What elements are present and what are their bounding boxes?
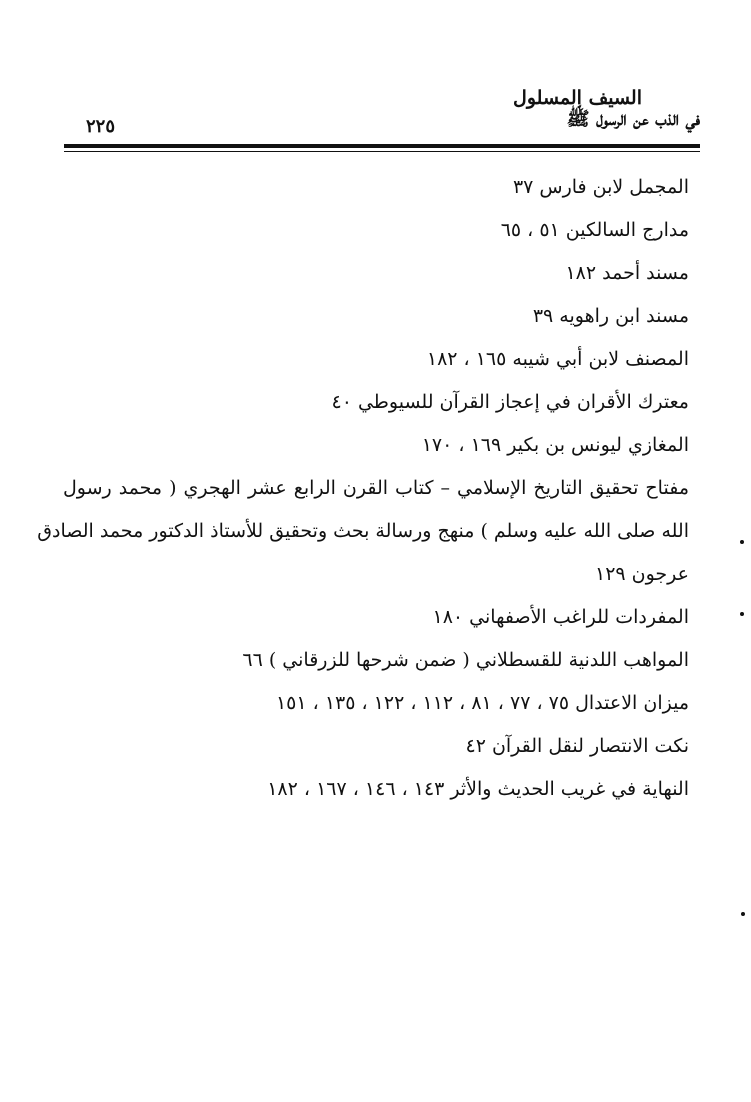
running-title (513, 88, 700, 130)
scan-speck (741, 912, 745, 916)
scan-speck (740, 612, 744, 616)
index-entry: مسند أحمد ١٨٢ (565, 262, 689, 284)
index-entry: معترك الأقران في إعجاز القرآن للسيوطي ٤٠ (331, 391, 689, 413)
index-entry: المواهب اللدنية للقسطلاني ( ضمن شرحها للزرقاني ) ٦٦ (242, 649, 689, 671)
header-rule-thick (64, 144, 700, 148)
index-entry: المفردات للراغب الأصفهاني ١٨٠ (432, 606, 689, 628)
scan-speck (740, 540, 744, 544)
index-entry: المغازي ليونس بن بكير ١٦٩ ، ١٧٠ (421, 434, 689, 456)
index-entry: المجمل لابن فارس ٣٧ (512, 176, 689, 198)
page-number: ٢٢٥ (86, 116, 116, 137)
running-title-line-2: في الذب عن الرسول ﷺ (566, 108, 700, 130)
page-header (64, 88, 700, 144)
index-entry: مسند ابن راهويه ٣٩ (532, 305, 689, 327)
index-entry-line: الله صلى الله عليه وسلم ) منهج ورسالة بحث وتحقيق للأستاذ الدكتور محمد الصادق (37, 520, 689, 542)
running-title-line-1: السيف المسلول (513, 87, 642, 109)
index-entry-line: عرجون ١٢٩ (595, 563, 689, 585)
index-entry: النهاية في غريب الحديث والأثر ١٤٣ ، ١٤٦ ، ١٦٧ ، ١٨٢ (267, 778, 689, 800)
index-entry: المصنف لابن أبي شيبه ١٦٥ ، ١٨٢ (426, 348, 689, 370)
header-rule-thin (64, 151, 700, 152)
index-entry: ميزان الاعتدال ٧٥ ، ٧٧ ، ٨١ ، ١١٢ ، ١٢٢ ، ١٣٥ ، ١٥١ (275, 692, 689, 714)
index-entries (37, 166, 689, 811)
index-entry: نكت الانتصار لنقل القرآن ٤٢ (465, 735, 689, 757)
index-entry: مدارج السالكين ٥١ ، ٦٥ (500, 219, 689, 241)
index-entry-line: مفتاح تحقيق التاريخ الإسلامي – كتاب القرن الرابع عشر الهجري ( محمد رسول (63, 477, 689, 499)
